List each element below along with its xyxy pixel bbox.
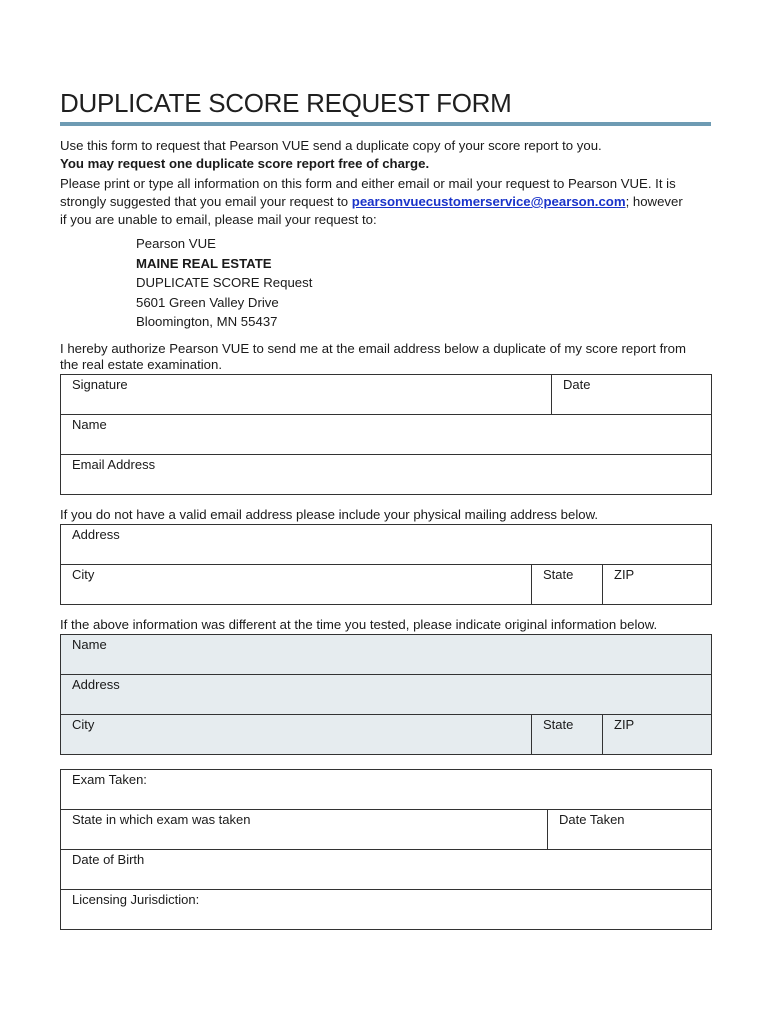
city-field[interactable] bbox=[61, 565, 532, 605]
name-label: Name bbox=[72, 417, 107, 432]
original-zip-label: ZIP bbox=[614, 717, 635, 732]
address-street: 5601 Green Valley Drive bbox=[136, 294, 279, 310]
date-of-birth-field[interactable] bbox=[61, 850, 712, 890]
authorization-line-2: the real estate examination. bbox=[60, 357, 223, 372]
zip-label: ZIP bbox=[614, 567, 635, 582]
authorization-line-1: I hereby authorize Pearson VUE to send me at the email address below a duplicate of my score report from bbox=[60, 341, 686, 356]
exam-taken-field[interactable] bbox=[61, 770, 712, 810]
address-label: Address bbox=[72, 527, 120, 542]
mailing-address bbox=[136, 234, 312, 332]
intro-line-5: if you are unable to email, please mail your request to: bbox=[60, 212, 377, 227]
original-name-label: Name bbox=[72, 637, 107, 652]
original-info-intro: If the above information was different at the time you tested, please indicate original information below. bbox=[60, 617, 658, 632]
original-info-table bbox=[60, 634, 712, 755]
licensing-jurisdiction-label: Licensing Jurisdiction: bbox=[72, 892, 200, 907]
original-state-field[interactable] bbox=[532, 715, 603, 755]
intro-line-1: Use this form to request that Pearson VUE send a duplicate copy of your score report to you. bbox=[60, 138, 602, 153]
intro-line-4-prefix: strongly suggested that you email your request to bbox=[60, 194, 352, 209]
original-zip-field[interactable] bbox=[603, 715, 712, 755]
address-field[interactable] bbox=[61, 525, 712, 565]
email-address-field[interactable] bbox=[61, 455, 712, 495]
contact-info-table bbox=[60, 374, 712, 495]
original-address-field[interactable] bbox=[61, 675, 712, 715]
name-field[interactable] bbox=[61, 415, 712, 455]
signature-field[interactable] bbox=[61, 375, 552, 415]
address-attention: DUPLICATE SCORE Request bbox=[136, 275, 313, 290]
address-city-state-zip: Bloomington, MN 55437 bbox=[136, 314, 278, 329]
licensing-jurisdiction-field[interactable] bbox=[61, 890, 712, 930]
original-city-label: City bbox=[72, 717, 95, 732]
date-taken-label: Date Taken bbox=[559, 812, 625, 827]
intro-free-note: You may request one duplicate score report free of charge. bbox=[60, 156, 430, 171]
state-label: State bbox=[543, 567, 574, 582]
exam-taken-label: Exam Taken: bbox=[72, 772, 147, 787]
page-title: DUPLICATE SCORE REQUEST FORM bbox=[60, 88, 512, 118]
mailing-address-table bbox=[60, 524, 712, 605]
original-state-label: State bbox=[543, 717, 574, 732]
title-divider bbox=[60, 122, 711, 126]
original-name-field[interactable] bbox=[61, 635, 712, 675]
zip-field[interactable] bbox=[603, 565, 712, 605]
date-of-birth-label: Date of Birth bbox=[72, 852, 145, 867]
state-field[interactable] bbox=[532, 565, 603, 605]
date-label: Date bbox=[563, 377, 591, 392]
city-label: City bbox=[72, 567, 95, 582]
original-address-label: Address bbox=[72, 677, 120, 692]
date-field[interactable] bbox=[552, 375, 712, 415]
intro-line-4 bbox=[60, 193, 683, 211]
exam-state-label: State in which exam was taken bbox=[72, 812, 251, 827]
signature-label: Signature bbox=[72, 377, 128, 392]
date-taken-field[interactable] bbox=[548, 810, 712, 850]
intro-line-4-suffix: ; however bbox=[625, 194, 683, 209]
address-department: MAINE REAL ESTATE bbox=[136, 255, 272, 271]
mailing-address-intro: If you do not have a valid email address please include your physical mailing address below. bbox=[60, 507, 599, 522]
exam-state-field[interactable] bbox=[61, 810, 548, 850]
original-city-field[interactable] bbox=[61, 715, 532, 755]
customer-service-email-link[interactable]: pearsonvuecustomerservice@pearson.com bbox=[351, 194, 626, 209]
email-address-label: Email Address bbox=[72, 457, 156, 472]
intro-line-3: Please print or type all information on this form and either email or mail your request to Pearson VUE. It is bbox=[60, 176, 676, 191]
address-company: Pearson VUE bbox=[136, 236, 216, 251]
exam-info-table bbox=[60, 769, 712, 930]
